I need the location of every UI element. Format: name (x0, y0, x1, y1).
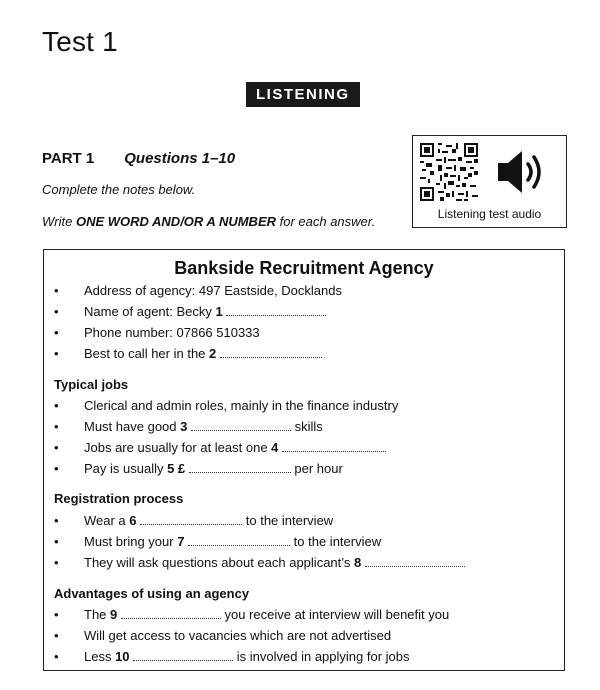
list-item: • Address of agency: 497 Eastside, Docklands (54, 283, 342, 298)
answer-blank-1[interactable] (226, 305, 326, 316)
section-badge: LISTENING (246, 82, 360, 107)
answer-blank-5[interactable] (189, 462, 291, 473)
list-item: • Name of agent: Becky 1 (54, 304, 326, 319)
answer-blank-4[interactable] (282, 441, 386, 452)
list-item: • Clerical and admin roles, mainly in the finance industry (54, 398, 399, 413)
section-heading: Advantages of using an agency (54, 586, 250, 601)
list-item: • Pay is usually 5 £ per hour (54, 461, 343, 476)
section-heading: Registration process (54, 491, 184, 506)
answer-blank-2[interactable] (220, 347, 322, 358)
section-heading: Typical jobs (54, 377, 129, 392)
list-item: • Less 10 is involved in applying for jobs (54, 649, 410, 664)
speaker-icon[interactable] (496, 148, 548, 196)
audio-panel[interactable] (412, 135, 567, 228)
list-item: • Phone number: 07866 510333 (54, 325, 260, 340)
list-item: • Will get access to vacancies which are not advertised (54, 628, 392, 643)
list-item: • Jobs are usually for at least one 4 (54, 440, 386, 455)
answer-blank-9[interactable] (121, 608, 221, 619)
list-item: • Must have good 3 skills (54, 419, 323, 434)
questions-range: Questions 1–10 (124, 150, 236, 167)
answer-blank-7[interactable] (188, 535, 290, 546)
part-heading (42, 150, 235, 167)
answer-blank-3[interactable] (191, 420, 291, 431)
answer-blank-10[interactable] (133, 650, 233, 661)
list-item: • Best to call her in the 2 (54, 346, 322, 361)
list-item: • They will ask questions about each applicant’s 8 (54, 555, 465, 570)
answer-blank-6[interactable] (140, 514, 242, 525)
answer-blank-8[interactable] (365, 556, 465, 567)
audio-caption: Listening test audio (437, 207, 542, 221)
list-item: • Wear a 6 to the interview (54, 513, 334, 528)
notes-form (43, 249, 565, 671)
qr-code-icon[interactable] (420, 143, 478, 201)
test-title: Test 1 (42, 26, 118, 57)
instruction-complete: Complete the notes below. (42, 182, 196, 197)
notes-title: Bankside Recruitment Agency (174, 258, 434, 278)
list-item: • The 9 you receive at interview will benefit you (54, 607, 450, 622)
instruction-word-limit: Write ONE WORD AND/OR A NUMBER for each answer. (42, 214, 376, 229)
part-label: PART 1 (42, 150, 95, 167)
list-item: • Must bring your 7 to the interview (54, 534, 382, 549)
